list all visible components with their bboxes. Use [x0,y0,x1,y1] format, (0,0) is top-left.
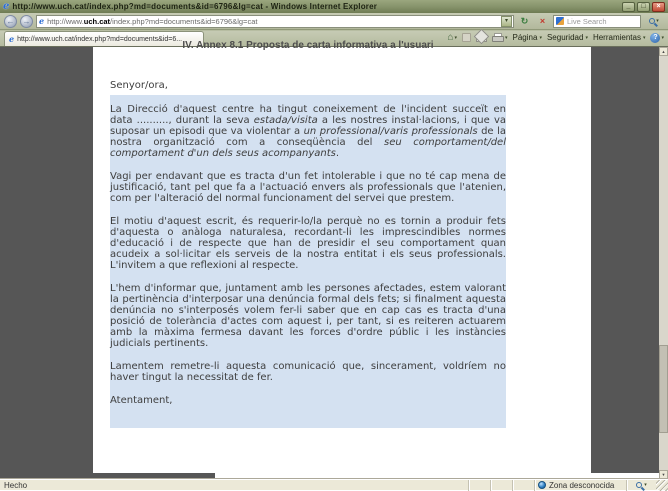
letter-paragraph: La Direcció d'aquest centre ha tingut coneixement de l'incident succeït en data .........., durant la seva estada/visita a les nostres instal·lacions, i que va suposar un episodi que va violentar a un professional/varis professionals de la nostra organització com a conseqüència del seu comportament/del comportament d'un dels seus acompanyants. [110,104,506,159]
letter-paragraph: Vagi per endavant que es tracta d'un fet intolerable i que no té cap mena de justificació, tant pel que fa a l'actuació envers als professionals que l'atenien, com per l'alteració del normal funcionament del servei que prestem. [110,171,506,204]
status-pane [512,480,534,491]
window-controls [622,2,665,12]
document-heading: IV. Annex 8.1 Proposta de carta informativa a l'usuari [182,40,434,51]
address-bar [0,13,668,30]
letter-paragraph: Lamentem remetre-li aquesta comunicació que, sincerament, voldríem no haver tingut la necessitat de fer. [110,361,506,383]
search-placeholder: Live Search [567,16,607,26]
letter-paragraph: El motiu d'aquest escrit, és requerir-lo/la perquè no es tornin a produir fets d'aquesta o anàloga naturalesa, recordant-li les imprescindibles normes d'educació i de respecte que han de presidir el seu comportament quan acudeix a sol·licitar els serveis de la nostra entitat i els seus professionals. L'invitem a que reflexioni al respecte. [110,216,506,271]
back-icon[interactable]: ← [4,15,17,28]
letter-paragraph: Atentament, [110,395,173,406]
tools-menu-label: Herramientas [592,33,641,42]
safety-menu[interactable] [547,33,588,42]
safety-menu-label: Seguridad [546,33,584,42]
search-button[interactable] [644,15,664,28]
tools-menu[interactable] [593,33,646,42]
safety-menu-dropdown-icon: ▾ [585,34,588,41]
zoom-magnifier-icon [636,482,642,488]
search-input[interactable] [553,15,641,28]
globe-icon [538,481,546,489]
close-icon[interactable]: × [652,2,665,12]
home-icon: ⌂ [447,31,454,43]
security-zone-pane [534,480,626,491]
zone-label: Zona desconocida [549,480,615,490]
document-page [93,40,591,473]
tab-title: http://www.uch.cat/index.php?md=documents&id=6... [17,35,183,43]
url-domain: uch.cat [83,16,111,26]
refresh-icon[interactable]: ↻ [520,15,529,26]
zoom-control[interactable] [626,480,656,491]
print-dropdown-icon[interactable]: ▾ [505,34,508,41]
minimize-icon[interactable]: _ [622,2,635,12]
restore-icon[interactable]: □ [637,2,650,12]
page-menu-dropdown-icon: ▾ [539,34,542,41]
search-dropdown-icon[interactable]: ▾ [656,18,659,24]
resize-grip[interactable] [656,480,668,491]
vertical-scrollbar[interactable] [659,47,668,479]
scroll-up-icon[interactable]: ▲ [659,47,668,56]
help-icon: ? [650,33,660,43]
status-pane [468,480,490,491]
url-dropdown-icon[interactable]: ▾ [501,16,512,27]
ie-logo-icon: e [3,0,10,12]
page-favicon-icon: e [39,16,45,26]
home-dropdown-icon[interactable]: ▾ [454,34,457,41]
tab-favicon-icon: e [9,34,15,44]
scrollbar-thumb[interactable] [659,345,668,433]
url-prefix: http://www. [47,16,84,26]
page-menu[interactable] [513,33,542,42]
status-text: Hecho [4,480,28,490]
zoom-dropdown-icon[interactable]: ▾ [644,482,647,488]
url-text [47,17,501,26]
stop-icon[interactable]: × [539,15,546,26]
letter-salutation: Senyor/ora, [110,80,168,91]
live-search-logo-icon [556,17,564,25]
forward-icon[interactable]: → [20,15,33,28]
page-menu-label: Página [512,33,538,42]
url-suffix: /index.php?md=documents&id=6796&lg=cat [110,16,258,26]
status-bar [0,479,668,490]
browser-viewport [0,40,668,479]
title-bar [0,0,668,13]
letter-paragraph: L'hem d'informar que, juntament amb les persones afectades, estem valorant la pertinència d'interposar una denúncia formal dels fets; si finalment aquesta denúncia no s'interposés volem fer-li saber que en cap cas es tracta d'una posició de tolerància d'actes com aquest i, per tant, si es reiteren actuarem amb la màxima fermesa davant les forces d'ordre públic i les instàncies judicials pertinents. [110,283,506,349]
help-button[interactable] [650,33,664,43]
selected-text-block[interactable] [110,95,506,428]
help-dropdown-icon[interactable]: ▾ [661,34,664,41]
window-title: http://www.uch.cat/index.php?md=documents&id=6796&lg=cat - Windows Internet Explorer [12,2,378,11]
scroll-down-icon[interactable]: ▼ [659,470,668,479]
magnifier-icon [649,18,655,24]
tools-menu-dropdown-icon: ▾ [642,34,646,41]
status-pane [490,480,512,491]
url-input[interactable] [36,15,514,28]
